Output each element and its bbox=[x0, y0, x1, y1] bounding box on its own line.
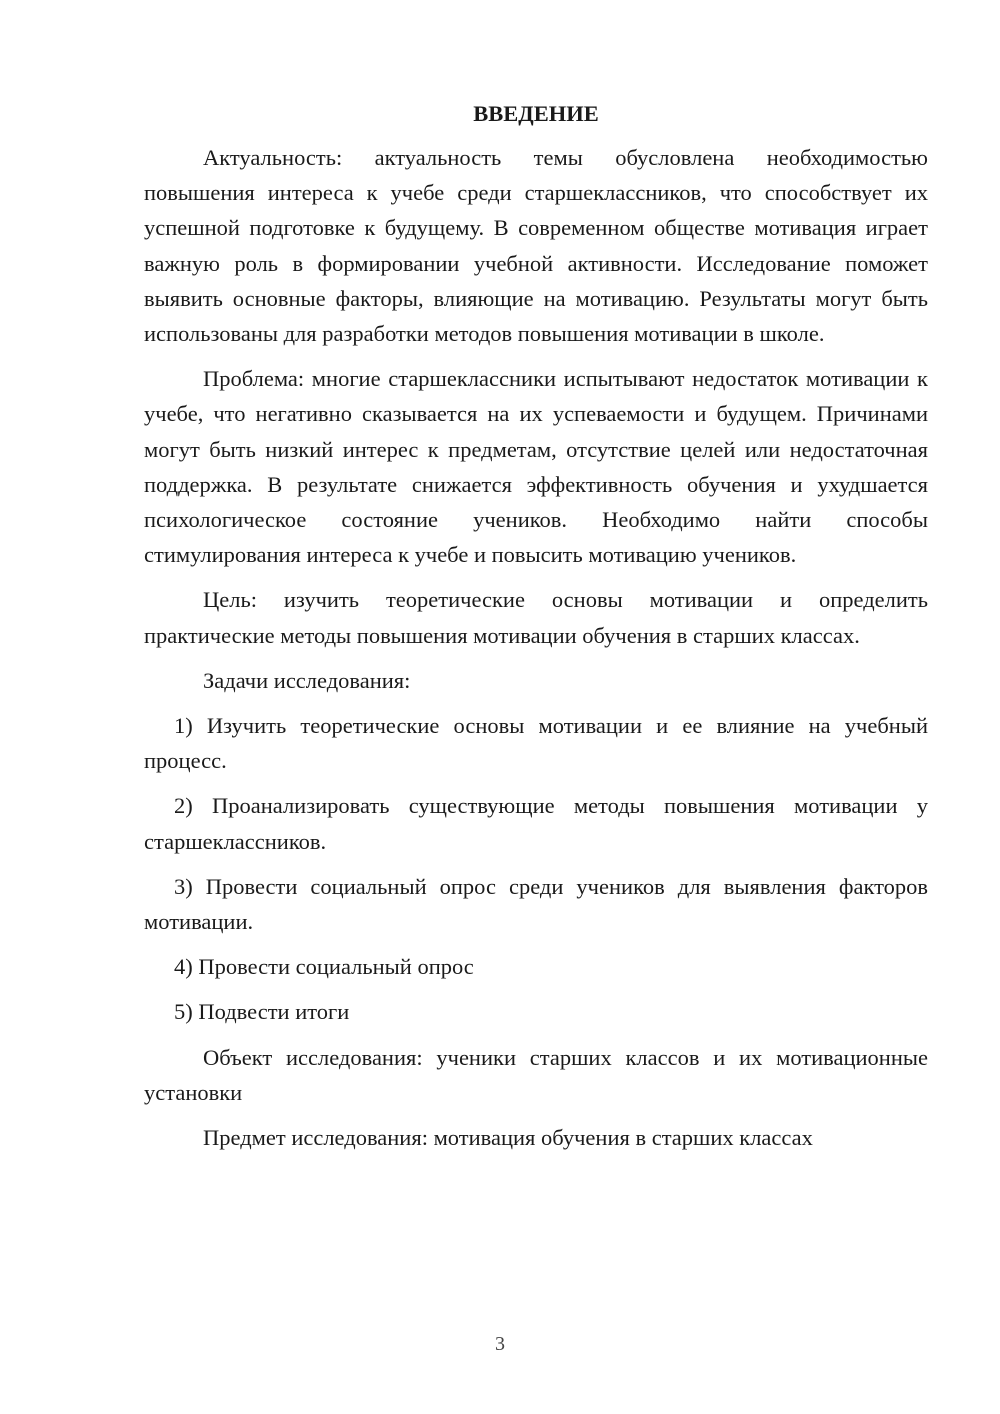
tasks-heading: Задачи исследования: bbox=[203, 667, 411, 693]
relevance-paragraph: Актуальность: актуальность темы обусловлена необходимостью повышения интереса к учебе среди старшеклассников, что способствует их успешной подготовке к будущему. В современном обществе мотивация играет важную роль в формировании учебной активности. Исследование поможет выявить основные факторы, влияющие на мотивацию. Результаты могут быть использованы для разработки методов повышения мотивации в школе. bbox=[144, 145, 928, 347]
page-number: 3 bbox=[495, 1333, 505, 1355]
page-title: ВВЕДЕНИЕ bbox=[473, 101, 599, 126]
problem-paragraph: Проблема: многие старшеклассники испытывают недостаток мотивации к учебе, что негативно сказывается на их успеваемости и будущем. Причинами могут быть низкий интерес к предметам, отсутствие целей или недостаточная поддержка. В результате снижается эффективность обучения и ухудшается психологическое состояние учеников. Необходимо найти способы стимулирования интереса к учебе и повысить мотивацию учеников. bbox=[144, 366, 928, 568]
task-item-5: 5) Подвести итоги bbox=[174, 999, 350, 1025]
subject-paragraph: Предмет исследования: мотивация обучения в старших классах bbox=[203, 1125, 813, 1151]
task-item-1: 1) Изучить теоретические основы мотивации и ее влияние на учебный процесс. bbox=[144, 713, 928, 774]
task-item-3: 3) Провести социальный опрос среди учеников для выявления факторов мотивации. bbox=[144, 873, 928, 935]
task-item-2: 2) Проанализировать существующие методы повышения мотивации у старшеклассников. bbox=[144, 793, 928, 854]
task-item-4: 4) Провести социальный опрос bbox=[174, 954, 474, 980]
goal-paragraph: Цель: изучить теоретические основы мотивации и определить практические методы повышения мотивации обучения в старших классах. bbox=[144, 587, 928, 648]
document-page bbox=[144, 96, 928, 1165]
object-paragraph: Объект исследования: ученики старших классов и их мотивационные установки bbox=[144, 1044, 928, 1105]
